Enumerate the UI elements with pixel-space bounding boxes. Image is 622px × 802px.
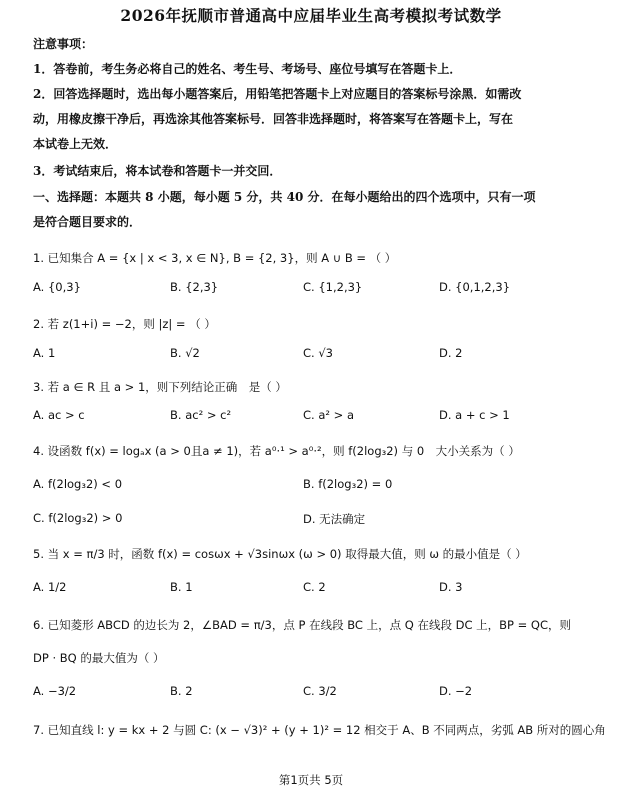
- option-a: A. 1: [33, 346, 56, 360]
- option-c: C. √3: [303, 346, 333, 360]
- option-c: C. 2: [303, 580, 326, 594]
- notice-item-2c: 本试卷上无效．: [33, 137, 118, 151]
- question-7-stem: 7. 已知直线 l: y = kx + 2 与圆 C: (x − √3)² + (y + 1)² = 12 相交于 A、B 不同两点，劣弧 AB 所对的圆心角: [33, 723, 606, 737]
- question-6-options: [33, 684, 593, 702]
- option-b: B. {2,3}: [170, 280, 219, 294]
- option-b: B. f(2log₃2) = 0: [303, 477, 393, 491]
- question-4-options-row1: [33, 477, 593, 495]
- section-heading-line1: 一、选择题：本题共 8 小题，每小题 5 分，共 40 分．在每小题给出的四个选项中，只有一项: [33, 190, 536, 204]
- question-6-stem-line1: 6. 已知菱形 ABCD 的边长为 2，∠BAD = π/3，点 P 在线段 BC 上，点 Q 在线段 DC 上，BP = QC，则: [33, 618, 572, 632]
- notice-item-3: 3．考试结束后，将本试卷和答题卡一并交回．: [33, 164, 282, 178]
- question-4-stem: 4. 设函数 f(x) = logₐx (a > 0且a ≠ 1)，若 a⁰·¹ > a⁰·²，则 f(2log₃2) 与 0 大小关系为（ ）: [33, 444, 520, 458]
- notice-item-2b: 动，用橡皮擦干净后，再选涂其他答案标号．回答非选择题时，将答案写在答题卡上，写在: [33, 112, 514, 126]
- question-6-stem-line2: DP · BQ 的最大值为（ ）: [33, 651, 165, 665]
- question-3-stem: 3. 若 a ∈ R 且 a > 1，则下列结论正确 是（ ）: [33, 380, 287, 394]
- option-c: C. {1,2,3}: [303, 280, 363, 294]
- option-b: B. 1: [170, 580, 193, 594]
- question-2-stem: 2. 若 z(1+i) = −2，则 |z| = （ ）: [33, 317, 216, 331]
- option-d: D. a + c > 1: [439, 408, 510, 422]
- option-d: D. 无法确定: [303, 512, 366, 526]
- option-b: B. ac² > c²: [170, 408, 232, 422]
- question-1-options: [33, 280, 593, 298]
- option-a: A. −3/2: [33, 684, 77, 698]
- question-4-options-row2: [33, 511, 593, 529]
- page-footer: 第1页共 5页: [278, 773, 344, 787]
- option-a: A. ac > c: [33, 408, 85, 422]
- option-c: C. a² > a: [303, 408, 354, 422]
- notice-item-2a: 2．回答选择题时，选出每小题答案后，用铅笔把答题卡上对应题目的答案标号涂黑．如需改: [33, 87, 522, 101]
- question-5-options: [33, 580, 593, 598]
- section-heading-line2: 是符合题目要求的．: [33, 215, 142, 229]
- option-d: D. {0,1,2,3}: [439, 280, 511, 294]
- option-a: A. f(2log₃2) < 0: [33, 477, 123, 491]
- question-3-options: [33, 408, 593, 426]
- option-d: D. 3: [439, 580, 463, 594]
- question-5-stem: 5. 当 x = π/3 时，函数 f(x) = cosωx + √3sinωx (ω > 0) 取得最大值，则 ω 的最小值是（ ）: [33, 547, 527, 561]
- notice-heading: 注意事项：: [33, 37, 94, 51]
- notice-item-1: 1．答卷前，考生务必将自己的姓名、考生号、考场号、座位号填写在答题卡上．: [33, 62, 462, 76]
- option-a: A. {0,3}: [33, 280, 81, 294]
- exam-title: 2026年抚顺市普通高中应届毕业生高考模拟考试数学: [120, 6, 502, 25]
- option-b: B. √2: [170, 346, 200, 360]
- option-d: D. 2: [439, 346, 463, 360]
- option-b: B. 2: [170, 684, 193, 698]
- question-1-stem: 1. 已知集合 A = {x | x < 3, x ∈ N}, B = {2, 3}，则 A ∪ B = （ ）: [33, 251, 397, 265]
- option-a: A. 1/2: [33, 580, 67, 594]
- option-d: D. −2: [439, 684, 473, 698]
- question-2-options: [33, 346, 593, 364]
- option-c: C. 3/2: [303, 684, 337, 698]
- option-c: C. f(2log₃2) > 0: [33, 511, 123, 525]
